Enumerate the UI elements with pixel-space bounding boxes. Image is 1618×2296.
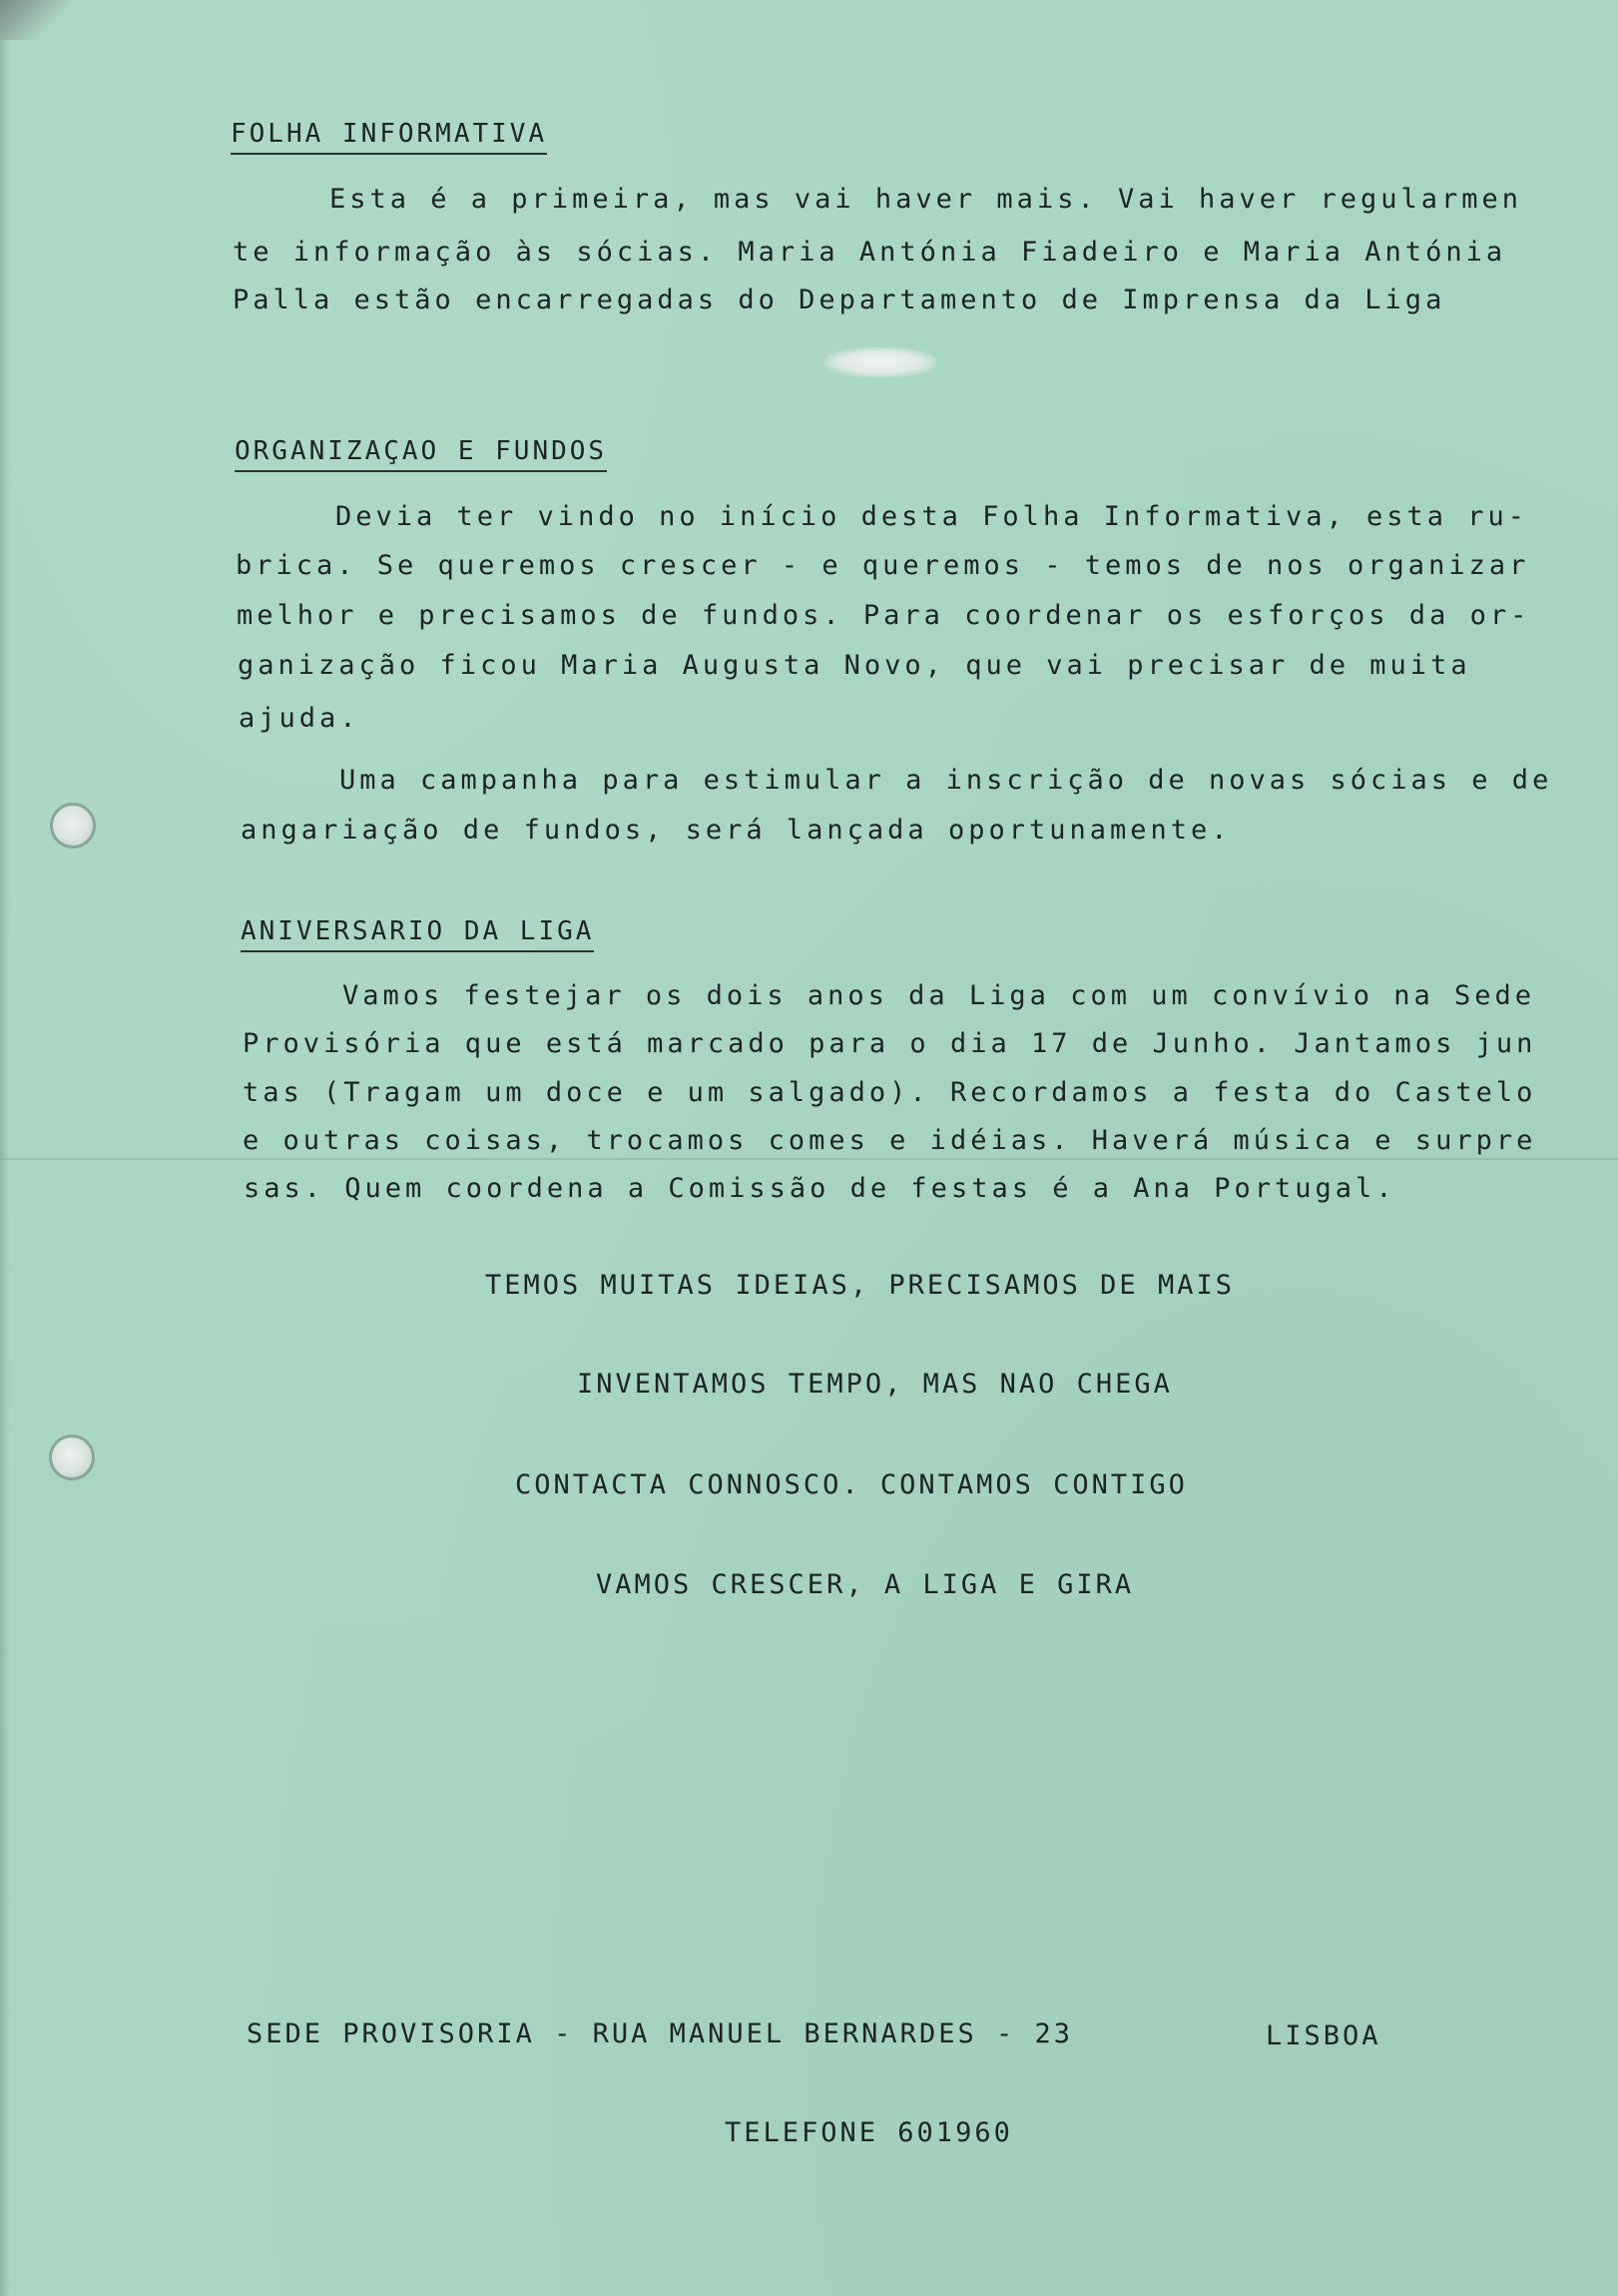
organizacao-line-4: ganização ficou Maria Augusta Novo, que vai precisar de muita bbox=[238, 650, 1471, 681]
organizacao-line-3: melhor e precisamos de fundos. Para coordenar os esforços da or- bbox=[237, 600, 1531, 631]
aniversario-line-4: e outras coisas, trocamos comes e idéias. Haverá música e surpre bbox=[243, 1125, 1537, 1156]
folha-line-2: te informação às sócias. Maria Antónia Fiadeiro e Maria Antónia bbox=[233, 237, 1507, 268]
page-edge bbox=[0, 0, 10, 2296]
organizacao-line-6: Uma campanha para estimular a inscrição de novas sócias e de bbox=[339, 765, 1553, 796]
aniversario-line-2: Provisória que está marcado para o dia 17 de Junho. Jantamos jun bbox=[243, 1028, 1537, 1059]
heading-organizacao-fundos: ORGANIZAÇAO E FUNDOS bbox=[235, 434, 607, 472]
slogan-2: INVENTAMOS TEMPO, MAS NAO CHEGA bbox=[577, 1369, 1173, 1400]
aniversario-line-5: sas. Quem coordena a Comissão de festas é a Ana Portugal. bbox=[244, 1173, 1396, 1204]
organizacao-line-5: ajuda. bbox=[239, 703, 360, 734]
footer-address: SEDE PROVISORIA - RUA MANUEL BERNARDES - 23 bbox=[247, 2018, 1073, 2049]
slogan-4: VAMOS CRESCER, A LIGA E GIRA bbox=[596, 1569, 1135, 1600]
slogan-1: TEMOS MUITAS IDEIAS, PRECISAMOS DE MAIS bbox=[485, 1270, 1235, 1301]
punch-hole-top bbox=[50, 803, 96, 849]
organizacao-line-2: brica. Se queremos crescer - e queremos - temos de nos organizar bbox=[236, 550, 1530, 581]
slogan-3: CONTACTA CONNOSCO. CONTAMOS CONTIGO bbox=[515, 1469, 1188, 1500]
torn-corner bbox=[0, 0, 70, 40]
organizacao-line-1: Devia ter vindo no início desta Folha Informativa, esta ru- bbox=[335, 501, 1529, 532]
folha-line-1: Esta é a primeira, mas vai haver mais. Vai haver regularmen bbox=[329, 184, 1523, 215]
aniversario-line-3: tas (Tragam um doce e um salgado). Recordamos a festa do Castelo bbox=[243, 1077, 1537, 1108]
folha-line-3: Palla estão encarregadas do Departamento de Imprensa da Liga bbox=[233, 285, 1446, 315]
heading-aniversario-liga: ANIVERSARIO DA LIGA bbox=[241, 914, 594, 952]
punch-hole-bottom bbox=[49, 1435, 95, 1480]
footer-phone: TELEFONE 601960 bbox=[725, 2117, 1013, 2148]
heading-folha-informativa: FOLHA INFORMATIVA bbox=[231, 117, 547, 155]
paper-smudge bbox=[824, 347, 936, 377]
organizacao-line-7: angariação de fundos, será lançada oportunamente. bbox=[241, 815, 1232, 846]
footer-city: LISBOA bbox=[1266, 2020, 1381, 2051]
aniversario-line-1: Vamos festejar os dois anos da Liga com um convívio na Sede bbox=[342, 980, 1536, 1011]
